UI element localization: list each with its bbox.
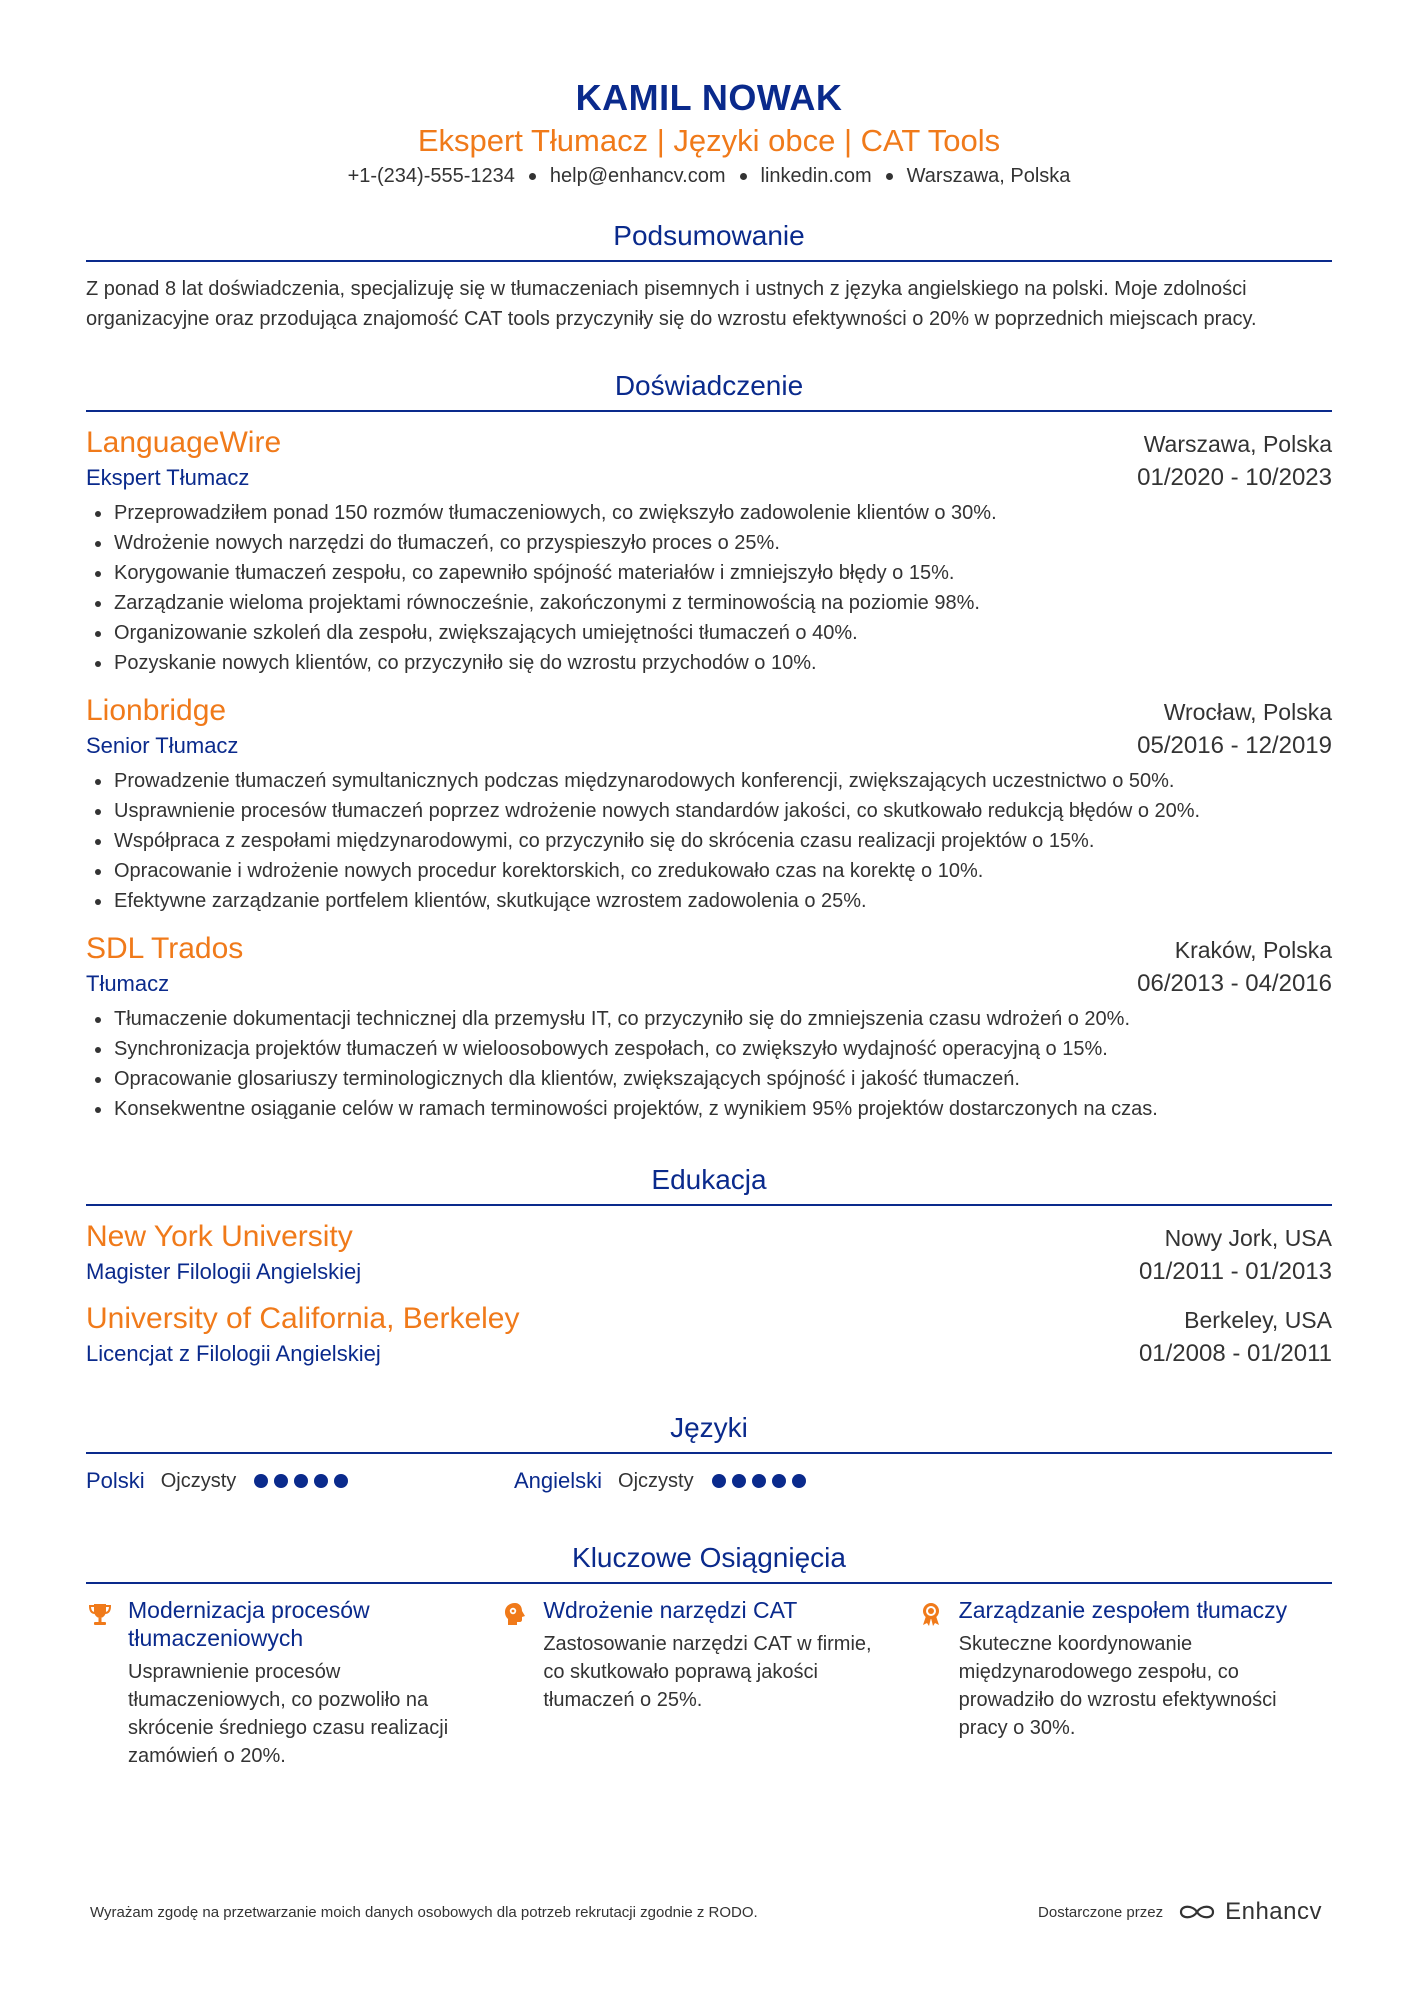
- bullet-item: Współpraca z zespołami międzynarodowymi, co przyczyniło się do skrócenia czasu realizacji projektów o 15%.: [86, 826, 1332, 856]
- bullet-item: Efektywne zarządzanie portfelem klientów, skutkujące wzrostem zadowolenia o 25%.: [86, 886, 1332, 916]
- achievements-list: [86, 1596, 1332, 1770]
- achievement-description: Skuteczne koordynowanie międzynarodowego zespołu, co prowadziło do wzrostu efektywności pracy o 30%.: [958, 1633, 1277, 1739]
- bullet-item: Opracowanie glosariuszy terminologicznych dla klientów, zwiększających spójność i jakość tłumaczeń.: [86, 1064, 1332, 1094]
- job-entry: [86, 930, 1332, 1124]
- languages-section: [86, 1410, 1332, 1500]
- separator-dot: [529, 173, 536, 180]
- candidate-name: KAMIL NOWAK: [575, 77, 843, 118]
- trophy-icon: [86, 1596, 128, 1770]
- separator-dot: [740, 173, 747, 180]
- company-name: SDL Trados: [86, 932, 244, 965]
- education-dates: 01/2011 - 01/2013: [1138, 1258, 1332, 1285]
- school-location: Berkeley, USA: [1184, 1307, 1332, 1333]
- brand-name: Enhancv: [1225, 1898, 1322, 1925]
- award-ribbon-icon: [917, 1596, 959, 1770]
- bullet-item: Korygowanie tłumaczeń zespołu, co zapewniło spójność materiałów i zmniejszyło błędy o 15%.: [86, 558, 1332, 588]
- powered-by-label: Dostarczone przez: [1038, 1903, 1164, 1921]
- achievement-description: Usprawnienie procesów tłumaczeniowych, co pozwoliło na skrócenie średniego czasu realizacji zamówień o 20%.: [128, 1661, 449, 1767]
- contact-linkedin[interactable]: linkedin.com: [760, 165, 872, 187]
- job-location: Wrocław, Polska: [1163, 699, 1332, 725]
- bullet-item: Zarządzanie wieloma projektami równocześnie, zakończonymi z terminowością na poziomie 98%.: [86, 588, 1332, 618]
- experience-section: [86, 368, 1332, 1124]
- section-title-languages: Języki: [86, 1410, 1332, 1454]
- achievement-title: Zarządzanie zespołem tłumaczy: [958, 1597, 1288, 1623]
- education-section: [86, 1162, 1332, 1370]
- proficiency-dot: [334, 1474, 348, 1488]
- job-entry: [86, 424, 1332, 678]
- education-dates: 01/2008 - 01/2011: [1138, 1340, 1332, 1367]
- resume-content: [86, 76, 1332, 1770]
- proficiency-dot: [274, 1474, 288, 1488]
- proficiency-dots: [254, 1474, 354, 1488]
- job-location: Warszawa, Polska: [1143, 431, 1332, 457]
- company-name: LanguageWire: [86, 426, 282, 459]
- section-title-summary: Podsumowanie: [86, 218, 1332, 262]
- proficiency-dot: [254, 1474, 268, 1488]
- job-dates: 06/2013 - 04/2016: [1137, 970, 1332, 997]
- bullet-item: Pozyskanie nowych klientów, co przyczyniło się do wzrostu przychodów o 10%.: [86, 648, 1332, 678]
- language-level: Ojczysty: [160, 1469, 237, 1492]
- section-title-education: Edukacja: [86, 1162, 1332, 1206]
- job-bullets: [86, 766, 1332, 916]
- enhancv-logo-icon: [1175, 1900, 1219, 1924]
- job-role: Ekspert Tłumacz: [86, 465, 250, 490]
- section-title-experience: Doświadczenie: [86, 368, 1332, 412]
- bullet-item: Konsekwentne osiąganie celów w ramach terminowości projektów, z wynikiem 95% projektów dostarczonych na czas.: [86, 1094, 1332, 1124]
- contact-email[interactable]: help@enhancv.com: [549, 165, 726, 187]
- school-name: New York University: [86, 1220, 353, 1253]
- job-role: Tłumacz: [86, 971, 170, 996]
- school-location: Nowy Jork, USA: [1164, 1225, 1332, 1251]
- head-brain-icon: [501, 1596, 543, 1770]
- bullet-item: Organizowanie szkoleń dla zespołu, zwiększających umiejętności tłumaczeń o 40%.: [86, 618, 1332, 648]
- proficiency-dot: [752, 1474, 766, 1488]
- achievement-item: [501, 1596, 916, 1770]
- degree: Magister Filologii Angielskiej: [86, 1259, 362, 1284]
- bullet-item: Synchronizacja projektów tłumaczeń w wieloosobowych zespołach, co zwiększyło wydajność operacyjną o 15%.: [86, 1034, 1332, 1064]
- proficiency-dot: [792, 1474, 806, 1488]
- language-name: Polski: [86, 1468, 145, 1493]
- contact-info: [86, 162, 1332, 190]
- bullet-item: Opracowanie i wdrożenie nowych procedur korektorskich, co zredukowało czas na korektę o 10%.: [86, 856, 1332, 886]
- contact-phone: +1-(234)-555-1234: [347, 165, 515, 187]
- company-name: Lionbridge: [86, 694, 227, 727]
- achievements-section: [86, 1540, 1332, 1770]
- achievement-title: Modernizacja procesów tłumaczeniowych: [128, 1597, 370, 1651]
- job-bullets: [86, 1004, 1332, 1124]
- language-item: [514, 1468, 942, 1494]
- headline: Ekspert Tłumacz | Języki obce | CAT Tools: [417, 123, 1001, 158]
- header: [86, 76, 1332, 190]
- powered-by[interactable]: [1038, 1898, 1322, 1926]
- bullet-item: Usprawnienie procesów tłumaczeń poprzez wdrożenie nowych standardów jakości, co skutkowało redukcją błędów o 20%.: [86, 796, 1332, 826]
- job-location: Kraków, Polska: [1174, 937, 1332, 963]
- summary-section: [86, 218, 1332, 334]
- proficiency-dot: [732, 1474, 746, 1488]
- language-name: Angielski: [514, 1468, 603, 1493]
- proficiency-dot: [314, 1474, 328, 1488]
- gdpr-consent: Wyrażam zgodę na przetwarzanie moich danych osobowych dla potrzeb rekrutacji zgodnie z RODO.: [90, 1903, 758, 1921]
- bullet-item: Wdrożenie nowych narzędzi do tłumaczeń, co przyspieszyło proces o 25%.: [86, 528, 1332, 558]
- language-item: [86, 1468, 514, 1494]
- achievement-item: [917, 1596, 1332, 1770]
- job-dates: 01/2020 - 10/2023: [1137, 464, 1332, 491]
- school-name: University of California, Berkeley: [86, 1302, 520, 1335]
- education-entry: [86, 1218, 1332, 1288]
- bullet-item: Przeprowadziłem ponad 150 rozmów tłumaczeniowych, co zwiększyło zadowolenie klientów o 30%.: [86, 498, 1332, 528]
- separator-dot: [886, 173, 893, 180]
- languages-list: [86, 1462, 1332, 1500]
- language-level: Ojczysty: [618, 1469, 694, 1492]
- job-dates: 05/2016 - 12/2019: [1137, 732, 1332, 759]
- brand-logo[interactable]: [1175, 1898, 1322, 1926]
- achievement-title: Wdrożenie narzędzi CAT: [543, 1597, 798, 1623]
- bullet-item: Prowadzenie tłumaczeń symultanicznych podczas międzynarodowych konferencji, zwiększających uczestnictwo o 50%.: [86, 766, 1332, 796]
- proficiency-dots: [712, 1474, 812, 1488]
- proficiency-dot: [772, 1474, 786, 1488]
- degree: Licencjat z Filologii Angielskiej: [86, 1341, 381, 1366]
- education-entry: [86, 1300, 1332, 1370]
- contact-location: Warszawa, Polska: [906, 165, 1071, 187]
- summary-text: Z ponad 8 lat doświadczenia, specjalizuję się w tłumaczeniach pisemnych i ustnych z języka angielskiego na polski. Moje zdolności organizacyjne oraz przodująca znajomość CAT tools przyczyniły się do wzrostu efektywności o 20% w poprzednich miejscach pracy.: [86, 278, 1257, 330]
- job-bullets: [86, 498, 1332, 678]
- job-role: Senior Tłumacz: [86, 733, 239, 758]
- achievement-description: Zastosowanie narzędzi CAT w firmie, co skutkowało poprawą jakości tłumaczeń o 25%.: [543, 1633, 872, 1711]
- footer: [90, 1898, 1322, 1926]
- section-title-achievements: Kluczowe Osiągnięcia: [86, 1540, 1332, 1584]
- achievement-item: [86, 1596, 501, 1770]
- proficiency-dot: [294, 1474, 308, 1488]
- bullet-item: Tłumaczenie dokumentacji technicznej dla przemysłu IT, co przyczyniło się do zmniejszenia czasu wdrożeń o 20%.: [86, 1004, 1332, 1034]
- proficiency-dot: [712, 1474, 726, 1488]
- job-entry: [86, 692, 1332, 916]
